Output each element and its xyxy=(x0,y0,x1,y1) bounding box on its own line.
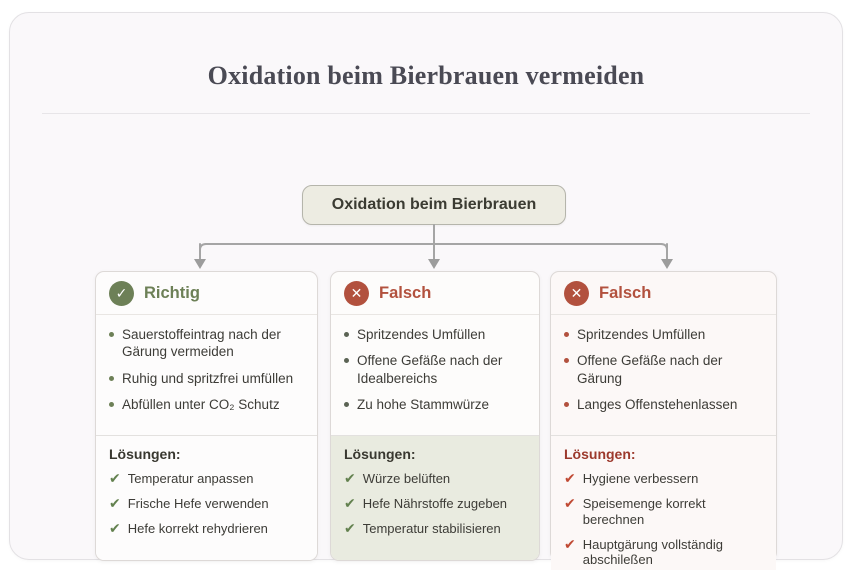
bullet-dot xyxy=(109,402,114,407)
verdict-label: Richtig xyxy=(144,283,200,302)
x-circle-icon: ✕ xyxy=(564,281,589,306)
solution-text: Hefe Nährstoffe zugeben xyxy=(362,495,508,511)
solution-item xyxy=(564,496,763,528)
solution-text: Temperatur stabilisieren xyxy=(362,520,501,536)
solution-text: Hauptgärung vollständig abschileßen xyxy=(582,536,723,568)
list-item xyxy=(564,352,763,387)
solution-text: Frische Hefe verwenden xyxy=(127,495,269,511)
check-icon: ✔ xyxy=(564,470,576,486)
page-title: Oxidation beim Bierbrauen vermeiden xyxy=(207,61,645,90)
solutions-title: Lösungen: xyxy=(564,446,636,462)
solution-item xyxy=(564,537,763,569)
solution-item xyxy=(344,496,526,512)
check-icon: ✔ xyxy=(564,494,576,511)
solution-item xyxy=(564,471,763,487)
card-body xyxy=(331,315,539,435)
solution-item xyxy=(109,471,304,487)
list-item-text: Spritzendes Umfüllen xyxy=(357,327,486,342)
solutions-title: Lösungen: xyxy=(344,446,416,462)
check-icon: ✔ xyxy=(109,519,121,536)
bullet-dot xyxy=(109,376,114,381)
list-item xyxy=(344,326,526,343)
solution-item xyxy=(109,521,304,537)
arrow-head-right xyxy=(661,259,673,269)
list-item-text: Langes Offenstehenlassen xyxy=(577,396,738,412)
bullet-dot xyxy=(344,358,349,363)
list-item-text: Sauerstoffeintrag nach der Gärung vermeiden xyxy=(122,327,281,360)
card-richtig xyxy=(95,271,318,561)
bullet-dot xyxy=(564,402,569,407)
list-item-text: Zu hohe Stammwürze xyxy=(357,396,490,412)
solutions-section xyxy=(331,435,539,560)
bullet-dot xyxy=(344,402,349,407)
arrow-head-center xyxy=(428,259,440,269)
list-item xyxy=(109,326,304,361)
solution-item xyxy=(344,521,526,537)
bullet-dot xyxy=(109,332,114,337)
check-icon: ✔ xyxy=(564,535,576,552)
bullet-dot xyxy=(564,358,569,363)
x-circle-icon: ✕ xyxy=(344,281,369,306)
solution-item xyxy=(344,471,526,487)
card-header xyxy=(331,272,539,315)
solution-text: Würze belüften xyxy=(362,471,451,486)
title-divider xyxy=(42,113,810,114)
list-item xyxy=(564,326,763,343)
list-item-text: Abfüllen unter CO₂ Schutz xyxy=(122,396,280,412)
card-header xyxy=(96,272,317,315)
bullet-dot xyxy=(344,332,349,337)
bullet-dot xyxy=(564,332,569,337)
solution-text: Speisemenge korrekt berechnen xyxy=(582,495,706,527)
list-item xyxy=(344,352,526,387)
solution-text: Hygiene verbessern xyxy=(582,471,699,486)
check-icon: ✔ xyxy=(109,494,121,511)
list-item-text: Spritzendes Umfüllen xyxy=(577,327,706,342)
solution-text: Temperatur anpassen xyxy=(127,471,254,486)
solutions-section xyxy=(96,435,317,560)
arrow-head-left xyxy=(194,259,206,269)
card-falsch-2 xyxy=(550,271,777,568)
list-item xyxy=(564,396,763,413)
check-icon: ✔ xyxy=(344,494,356,511)
verdict-label: Falsch xyxy=(379,283,432,302)
solution-item xyxy=(109,496,304,512)
list-item-text: Ruhig und spritzfrei umfüllen xyxy=(122,370,294,386)
list-item-text: Offene Gefäße nach der Idealbereichs xyxy=(357,353,503,386)
list-item xyxy=(109,370,304,387)
verdict-label: Falsch xyxy=(599,283,652,302)
check-icon: ✔ xyxy=(344,470,356,486)
card-body xyxy=(96,315,317,435)
card-header xyxy=(551,272,776,315)
main-panel xyxy=(9,12,843,568)
solutions-section xyxy=(551,435,776,570)
list-item xyxy=(344,396,526,413)
card-falsch-1 xyxy=(330,271,540,561)
list-item xyxy=(109,396,304,413)
card-body xyxy=(551,315,776,435)
check-circle-icon: ✓ xyxy=(109,281,134,306)
solutions-title: Lösungen: xyxy=(109,446,181,462)
check-icon: ✔ xyxy=(109,470,121,486)
root-node: Oxidation beim Bierbrauen xyxy=(302,185,566,225)
check-icon: ✔ xyxy=(344,519,356,536)
list-item-text: Offene Gefäße nach der Gärung xyxy=(577,353,723,386)
solution-text: Hefe korrekt rehydrieren xyxy=(127,520,268,536)
